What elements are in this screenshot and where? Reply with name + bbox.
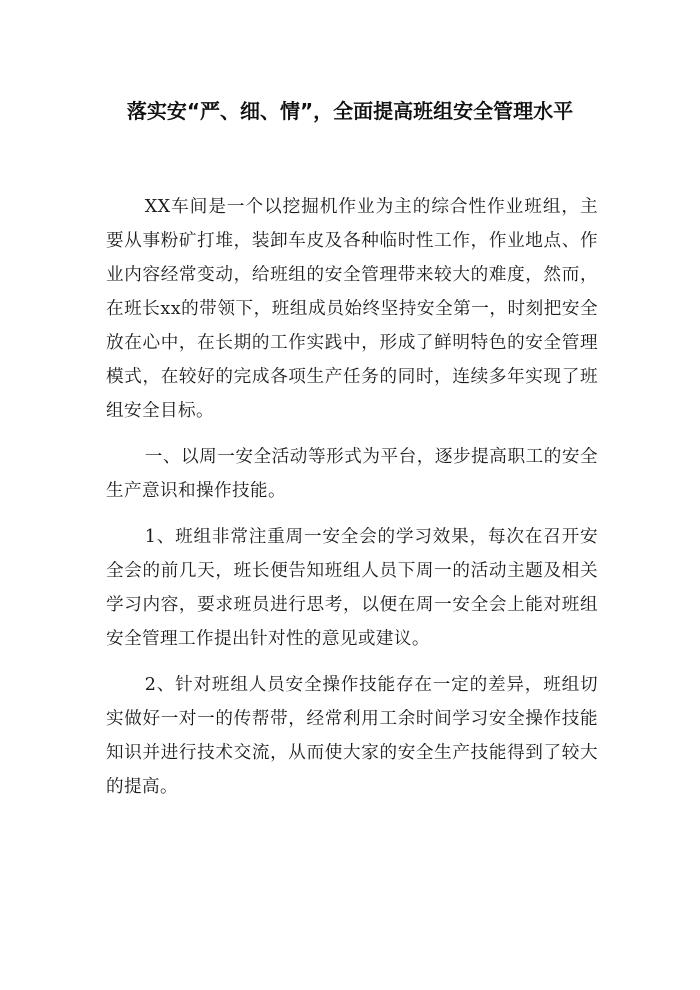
document-body xyxy=(106,190,598,816)
paragraph-item-1: 1、班组非常注重周一安全会的学习效果，每次在召开安全会的前几天，班长便告知班组人员下周一的活动主题及相关学习内容，要求班员进行思考，以便在周一安全会上能对班组安全管理工作提出针对性的意见或建议。 xyxy=(106,527,598,649)
paragraph-item-2: 2、针对班组人员安全操作技能存在一定的差异，班组切实做好一对一的传帮带，经常利用工余时间学习安全操作技能知识并进行技术交流，从而使大家的安全生产技能得到了较大的提高。 xyxy=(106,675,598,797)
paragraph-intro: XX车间是一个以挖掘机作业为主的综合性作业班组，主要从事粉矿打堆，装卸车皮及各种临时性工作，作业地点、作业内容经常变动，给班组的安全管理带来较大的难度，然而，在班长xx的带领下，班组成员始终坚持安全第一，时刻把安全放在心中，在长期的工作实践中，形成了鲜明特色的安全管理模式，在较好的完成各项生产任务的同时，连续多年实现了班组安全目标。 xyxy=(106,197,598,421)
paragraph-section-heading: 一、以周一安全活动等形式为平台，逐步提高职工的安全生产意识和操作技能。 xyxy=(106,447,598,501)
document-title: 落实安“严、细、情”，全面提高班组安全管理水平 xyxy=(126,99,574,123)
